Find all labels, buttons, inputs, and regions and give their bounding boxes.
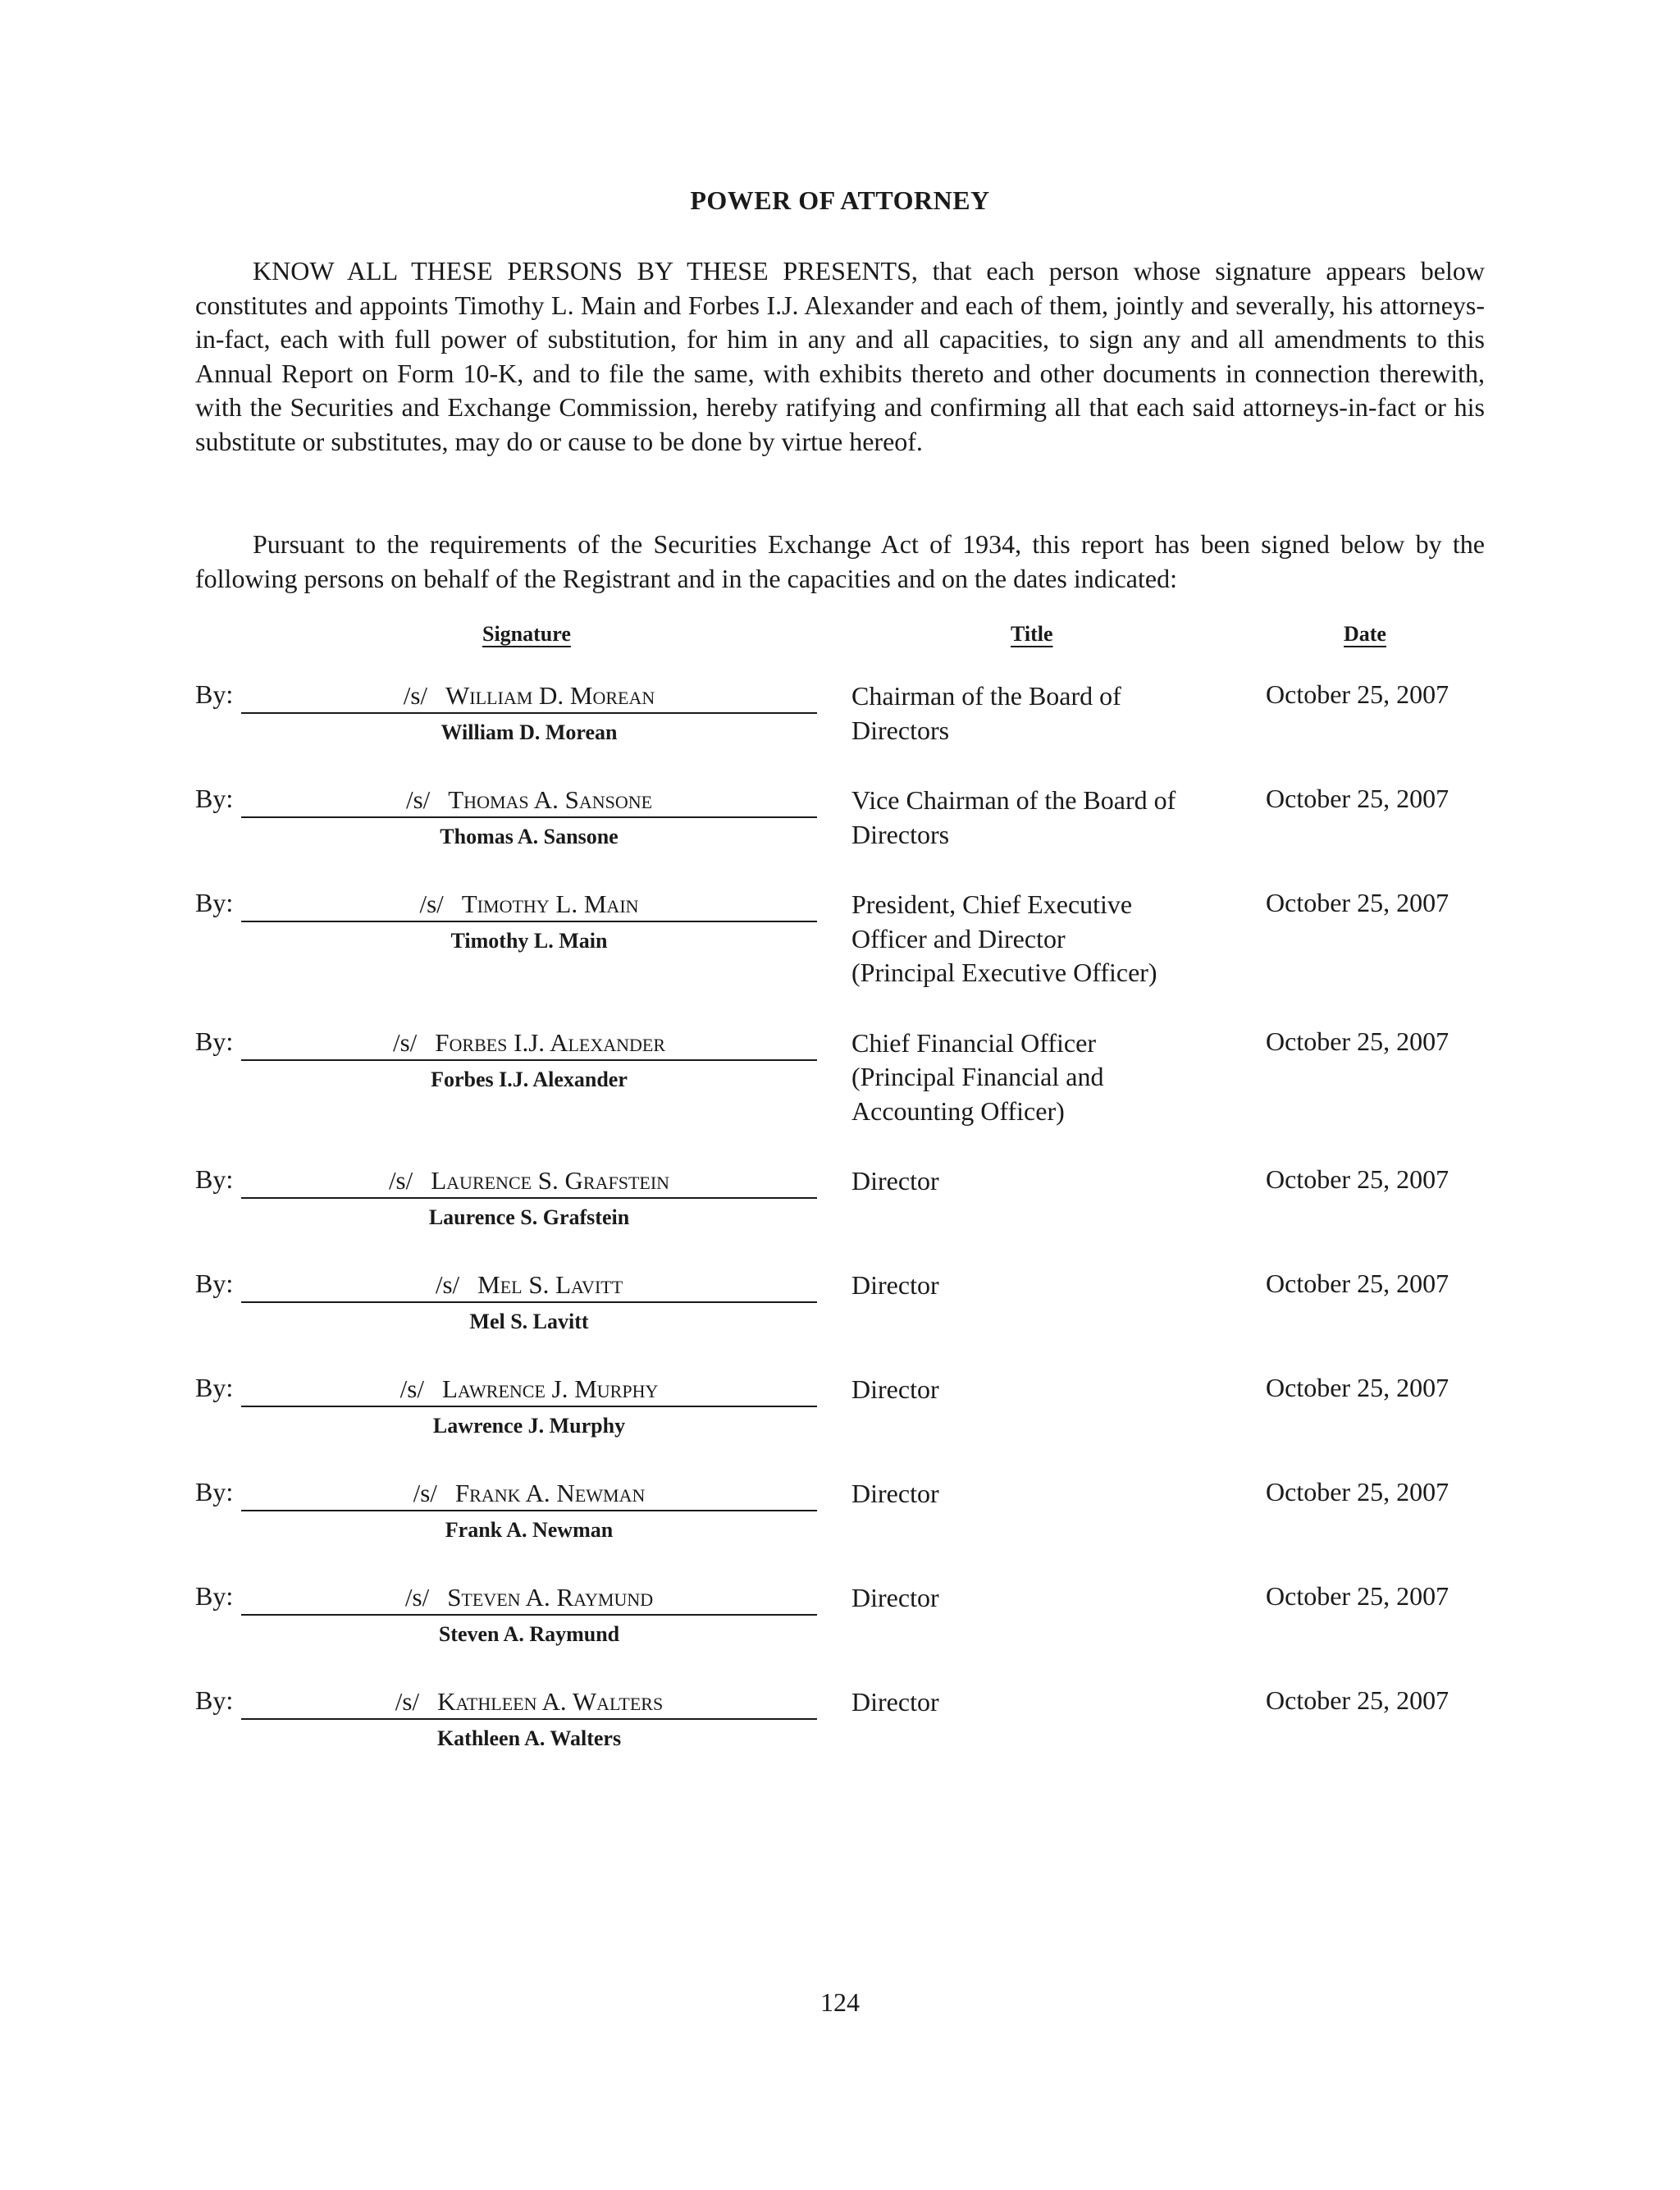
signature-prefix: /s/ [392, 1027, 418, 1057]
by-label: By: [195, 679, 234, 709]
signer-title [851, 1026, 1262, 1129]
printed-name: Lawrence J. Murphy [432, 1414, 626, 1438]
signature-date: October 25, 2007 [1266, 1269, 1449, 1298]
signature-name: Lawrence J. Murphy [441, 1374, 659, 1403]
signature-line [241, 679, 817, 714]
signature-name: Mel S. Lavitt [477, 1270, 623, 1299]
signer-title-line: Directors [851, 715, 950, 745]
signer-title-line: Director [851, 1583, 939, 1612]
signer-title-line: Director [851, 1479, 939, 1508]
signer-title-line: Vice Chairman of the Board of [851, 785, 1176, 815]
page-number: 124 [820, 1987, 860, 2017]
signature-name: Timothy L. Main [461, 889, 639, 918]
signature-prefix: /s/ [435, 1270, 460, 1299]
signature-row [0, 1685, 1680, 1790]
printed-name: Steven A. Raymund [438, 1622, 620, 1646]
signature-name: Kathleen A. Walters [437, 1687, 664, 1716]
signer-title [851, 679, 1262, 748]
signature-line [241, 784, 817, 818]
signature-date: October 25, 2007 [1266, 679, 1449, 709]
signature-date: October 25, 2007 [1266, 1477, 1449, 1506]
printed-name: Thomas A. Sansone [440, 825, 619, 848]
signer-title-line: (Principal Executive Officer) [851, 958, 1157, 987]
printed-name: Forbes I.J. Alexander [431, 1067, 628, 1091]
signature-line [241, 1685, 817, 1720]
signature-row [0, 1269, 1680, 1373]
signature-line [241, 1026, 817, 1061]
column-header-title: Title [1011, 622, 1053, 646]
signature-row [0, 1026, 1680, 1165]
signature-line [241, 1373, 817, 1407]
signer-title [851, 1164, 1262, 1199]
printed-name: William D. Morean [441, 720, 618, 744]
signature-date: October 25, 2007 [1266, 1026, 1449, 1056]
signature-name: Frank A. Newman [454, 1479, 646, 1507]
signer-title-line: Chairman of the Board of [851, 681, 1121, 711]
signer-title-line: President, Chief Executive [851, 889, 1133, 919]
printed-name: Timothy L. Main [450, 929, 608, 953]
signer-title-line: Accounting Officer) [851, 1095, 1065, 1126]
printed-name: Frank A. Newman [445, 1518, 614, 1542]
signer-title [851, 1477, 1262, 1511]
column-header-date: Date [1344, 622, 1386, 646]
signature-line [241, 1477, 817, 1511]
signature-name: Steven A. Raymund [447, 1583, 654, 1612]
signer-title-line: Director [851, 1687, 939, 1717]
signature-prefix: /s/ [399, 1374, 424, 1403]
signer-title-line: Officer and Director [851, 923, 1066, 953]
signature-date: October 25, 2007 [1266, 784, 1449, 813]
signature-line [241, 1269, 817, 1303]
signer-title-line: Chief Financial Officer [851, 1027, 1096, 1058]
by-label: By: [195, 784, 234, 813]
pursuant-paragraph: Pursuant to the requirements of the Securities Exchange Act of 1934, this report has been signed below by the following persons on behalf of the Registrant and in the capacities and on the dates indicated: [195, 529, 1485, 593]
by-label: By: [195, 888, 234, 917]
printed-name: Mel S. Lavitt [469, 1310, 589, 1333]
signer-title [851, 784, 1262, 852]
signature-name: Thomas A. Sansone [448, 785, 653, 814]
by-label: By: [195, 1164, 234, 1194]
signature-prefix: /s/ [413, 1479, 437, 1507]
signature-prefix: /s/ [419, 889, 444, 918]
signer-title [851, 1269, 1262, 1303]
signature-row [0, 888, 1680, 1026]
signature-line [241, 1164, 817, 1199]
by-label: By: [195, 1477, 234, 1506]
signer-title-line: Director [851, 1166, 939, 1196]
signature-date: October 25, 2007 [1266, 1164, 1449, 1194]
signature-table [0, 679, 1680, 1790]
signature-name: William D. Morean [445, 681, 655, 710]
signer-title [851, 1373, 1262, 1407]
signature-row [0, 679, 1680, 784]
signer-title-line: Directors [851, 819, 950, 849]
signature-prefix: /s/ [405, 785, 431, 814]
signer-title [851, 1685, 1262, 1720]
signer-title [851, 1581, 1262, 1616]
signature-prefix: /s/ [404, 1583, 430, 1612]
signature-name: Forbes I.J. Alexander [435, 1027, 666, 1057]
signer-title-line: Director [851, 1270, 939, 1300]
signature-row [0, 1581, 1680, 1685]
by-label: By: [195, 1026, 234, 1056]
printed-name: Laurence S. Grafstein [428, 1205, 630, 1229]
signature-date: October 25, 2007 [1266, 888, 1449, 917]
by-label: By: [195, 1373, 234, 1402]
signature-row [0, 1373, 1680, 1477]
signature-prefix: /s/ [395, 1687, 420, 1716]
power-of-attorney-paragraph: KNOW ALL THESE PERSONS BY THESE PRESENTS, that each person whose signature appears below constitutes and appoints Timothy L. Main and Forbes I.J. Alexander and each of them, jointly and severally, his attorneys-in-fact, each with full power of substitution, for him in any and all capacities, to sign any and all amendments to this Annual Report on Form 10-K, and to file the same, with exhibits thereto and other documents in connection therewith, with the Securities and Exchange Commission, hereby ratifying and confirming all that each said attorneys-in-fact or his substitute or substitutes, may do or cause to be done by virtue hereof. [195, 256, 1485, 456]
signature-prefix: /s/ [403, 681, 428, 710]
signature-date: October 25, 2007 [1266, 1373, 1449, 1402]
signature-date: October 25, 2007 [1266, 1685, 1449, 1715]
by-label: By: [195, 1269, 234, 1298]
signature-line [241, 1581, 817, 1616]
signature-prefix: /s/ [388, 1166, 413, 1195]
signature-line [241, 888, 817, 922]
signer-title-line: Director [851, 1374, 939, 1404]
signature-name: Laurence S. Grafstein [431, 1166, 670, 1195]
printed-name: Kathleen A. Walters [436, 1726, 622, 1750]
signer-title-line: (Principal Financial and [851, 1062, 1104, 1091]
by-label: By: [195, 1581, 234, 1611]
signature-date: October 25, 2007 [1266, 1581, 1449, 1611]
by-label: By: [195, 1685, 234, 1715]
signature-row [0, 784, 1680, 888]
signer-title [851, 888, 1262, 990]
signature-row [0, 1477, 1680, 1581]
column-header-signature: Signature [482, 622, 571, 646]
signature-row [0, 1164, 1680, 1269]
page-title: POWER OF ATTORNEY [690, 185, 990, 215]
